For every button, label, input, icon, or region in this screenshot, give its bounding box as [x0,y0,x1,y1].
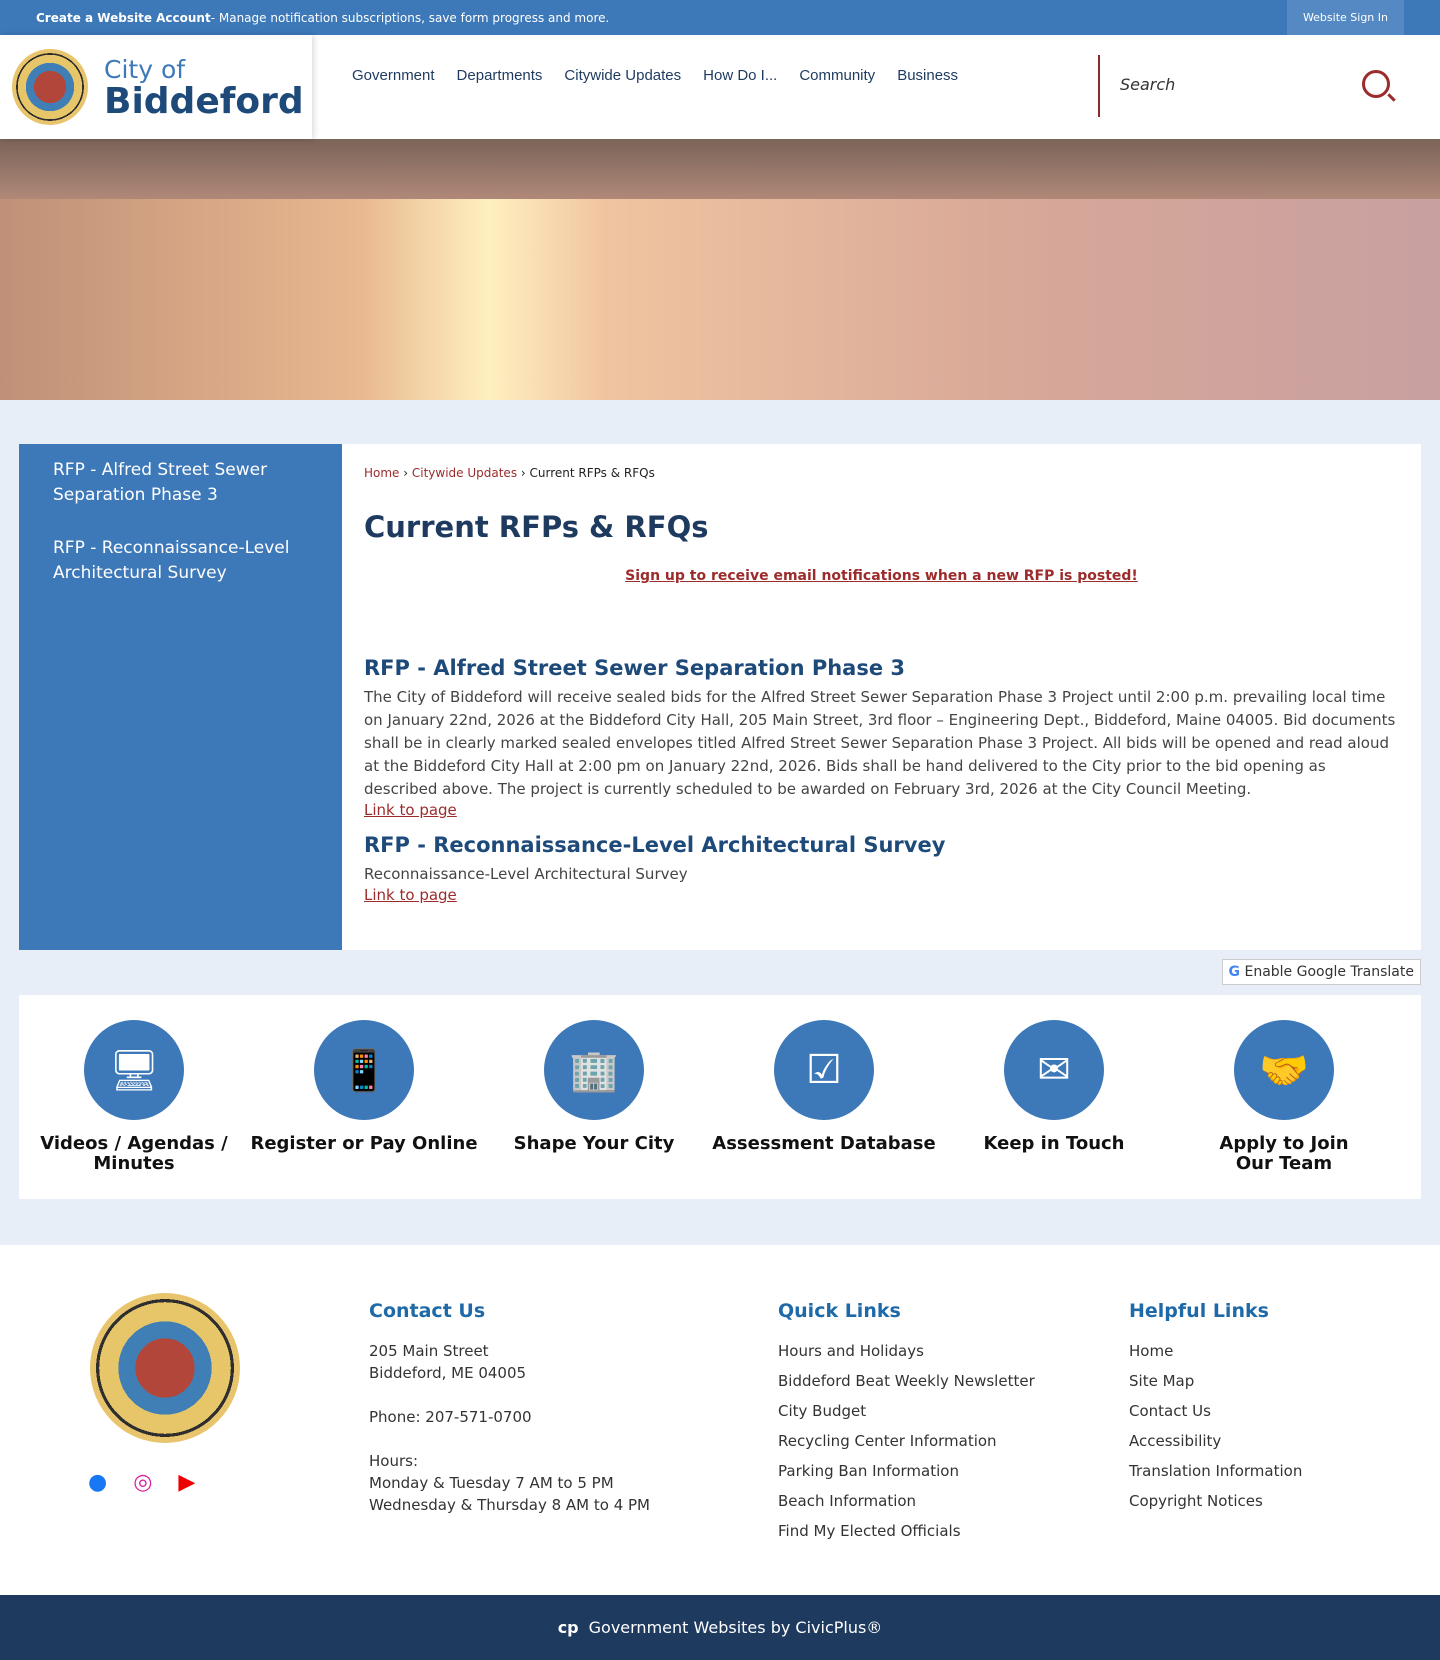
footer-link[interactable]: Home [1129,1342,1174,1360]
facebook-icon[interactable]: ● [88,1470,108,1495]
nav-citywide-updates[interactable]: Citywide Updates [564,66,682,84]
quick-tiles [19,964,1421,1199]
breadcrumb: Home › Citywide Updates › Current RFPs & RFQs [364,466,655,480]
contact-heading: Contact Us [369,1300,486,1322]
footer-link[interactable]: Parking Ban Information [778,1462,959,1480]
buildings-icon: 🏢 [544,1020,644,1120]
civicplus-link[interactable]: Government Websites by CivicPlus® [588,1618,883,1637]
search-input[interactable]: Search [1120,75,1176,94]
footer-link[interactable]: Biddeford Beat Weekly Newsletter [778,1372,1035,1390]
signup-link[interactable]: Sign up to receive email notifications when a new RFP is posted! [625,568,1138,584]
quick-links-column [778,1300,1035,1550]
phone-card-icon: 📱 [314,1020,414,1120]
checklist-monitor-icon: ☑ [774,1020,874,1120]
rfp-title: RFP - Alfred Street Sewer Separation Phase 3 [364,656,906,680]
hours-line: Monday & Tuesday 7 AM to 5 PM [369,1474,614,1492]
address-line: Biddeford, ME 04005 [369,1364,527,1382]
create-account-link[interactable]: Create a Website Account [36,10,211,25]
top-bar [0,0,1440,35]
nav-divider [1098,55,1100,117]
footer-seal-logo [90,1293,240,1443]
contact-column [369,1300,650,1516]
google-translate-button[interactable] [1222,959,1421,985]
phone: Phone: 207-571-0700 [369,1408,532,1426]
tile-label: Apply to Join Our Team [1219,1133,1349,1174]
home-logo-link[interactable] [0,35,312,139]
breadcrumb-updates[interactable]: Citywide Updates [411,466,518,480]
tile-keep-in-touch[interactable] [939,995,1169,1199]
tile-shape-city[interactable] [479,995,709,1199]
logo-city-of: City of [104,54,186,84]
footer-link[interactable]: Copyright Notices [1129,1492,1263,1510]
city-seal-logo [12,49,88,125]
footer-link[interactable]: Recycling Center Information [778,1432,997,1450]
footer-link[interactable]: Beach Information [778,1492,917,1510]
footer-link[interactable]: Hours and Holidays [778,1342,924,1360]
footer-link[interactable]: Accessibility [1129,1432,1222,1450]
tile-label: Register or Pay Online [250,1133,478,1154]
rfp-description: Reconnaissance-Level Architectural Survey [364,865,688,883]
tile-label: Shape Your City [513,1133,675,1154]
envelope-icon: ✉ [1004,1020,1104,1120]
breadcrumb-home[interactable]: Home [364,466,400,480]
rfp-link[interactable]: Link to page [364,886,457,904]
civicplus-icon: cp [557,1618,579,1637]
civicplus-bar [0,1595,1440,1660]
tile-apply[interactable] [1169,995,1399,1199]
main-nav [352,35,958,115]
rfp-title: RFP - Reconnaissance-Level Architectural Survey [364,833,946,857]
page-title: Current RFPs & RFQs [364,510,709,544]
social-links [88,1470,195,1495]
tile-register-pay[interactable] [249,995,479,1199]
youtube-icon[interactable]: ▶ [178,1470,196,1495]
handshake-icon: 🤝 [1234,1020,1334,1120]
tile-label: Videos / Agendas / Minutes [40,1133,228,1174]
sign-in-button[interactable]: Website Sign In [1287,0,1404,35]
nav-community[interactable]: Community [799,66,876,84]
hours-label: Hours: [369,1452,418,1470]
nav-how-do-i[interactable]: How Do I... [703,66,778,84]
main-content [342,444,1421,950]
nav-business[interactable]: Business [897,66,959,84]
sidebar-item-alfred[interactable]: RFP - Alfred Street Sewer Separation Phase 3 [53,460,268,505]
hero-image [0,139,1440,400]
helpful-links-column [1129,1300,1302,1520]
translate-label: Enable Google Translate [1244,964,1414,980]
rfp-link[interactable]: Link to page [364,801,457,819]
nav-government[interactable]: Government [352,66,435,84]
rfp-description: The City of Biddeford will receive sealed bids for the Alfred Street Sewer Separation Phase 3 Project until 2:00 p.m. prevailing local time on January 22nd, 2026 at the Biddeford City Hall, 205 Main Street, 3rd floor – Engineering Dept., Biddeford, Maine 04005. Bid documents shall be in clearly marked sealed envelopes titled Alfred Street Sewer Separation Phase 3 Project. All bids will be opened and read aloud at the Biddeford City Hall at 2:00 pm on January 22nd, 2026. Bids shall be hand delivered to the City prior to the bid opening as described above. The project is currently scheduled to be awarded on February 3rd, 2026 at the City Council Meeting. [364,688,1396,798]
hours-line: Wednesday & Thursday 8 AM to 4 PM [369,1496,651,1514]
instagram-icon[interactable]: ◎ [133,1470,153,1495]
footer-link[interactable]: City Budget [778,1402,867,1420]
footer-link[interactable]: Contact Us [1129,1402,1211,1420]
breadcrumb-current: Current RFPs & RFQs [529,466,655,480]
video-chat-icon: 🖥 [84,1020,184,1120]
footer [0,1245,1440,1595]
sidebar-item-survey[interactable]: RFP - Reconnaissance-Level Architectural Survey [53,538,290,583]
top-bar-desc: - Manage notification subscriptions, save form progress and more. [210,10,610,25]
sidebar [19,444,342,950]
address-line: 205 Main Street [369,1342,489,1360]
footer-link[interactable]: Site Map [1129,1372,1195,1390]
footer-link[interactable]: Translation Information [1129,1462,1303,1480]
helpful-links-heading: Helpful Links [1129,1300,1269,1322]
tile-label: Assessment Database [712,1133,936,1154]
tile-videos[interactable] [19,995,249,1199]
tile-label: Keep in Touch [983,1133,1125,1154]
logo-name: Biddeford [104,80,304,122]
footer-link[interactable]: Find My Elected Officials [778,1522,961,1540]
google-icon: G [1228,964,1241,980]
search-icon[interactable] [1362,70,1390,98]
tile-assessment[interactable] [709,995,939,1199]
header [0,35,1440,139]
nav-departments[interactable]: Departments [456,66,543,84]
content-area [19,444,1421,950]
quick-links-heading: Quick Links [778,1300,901,1322]
